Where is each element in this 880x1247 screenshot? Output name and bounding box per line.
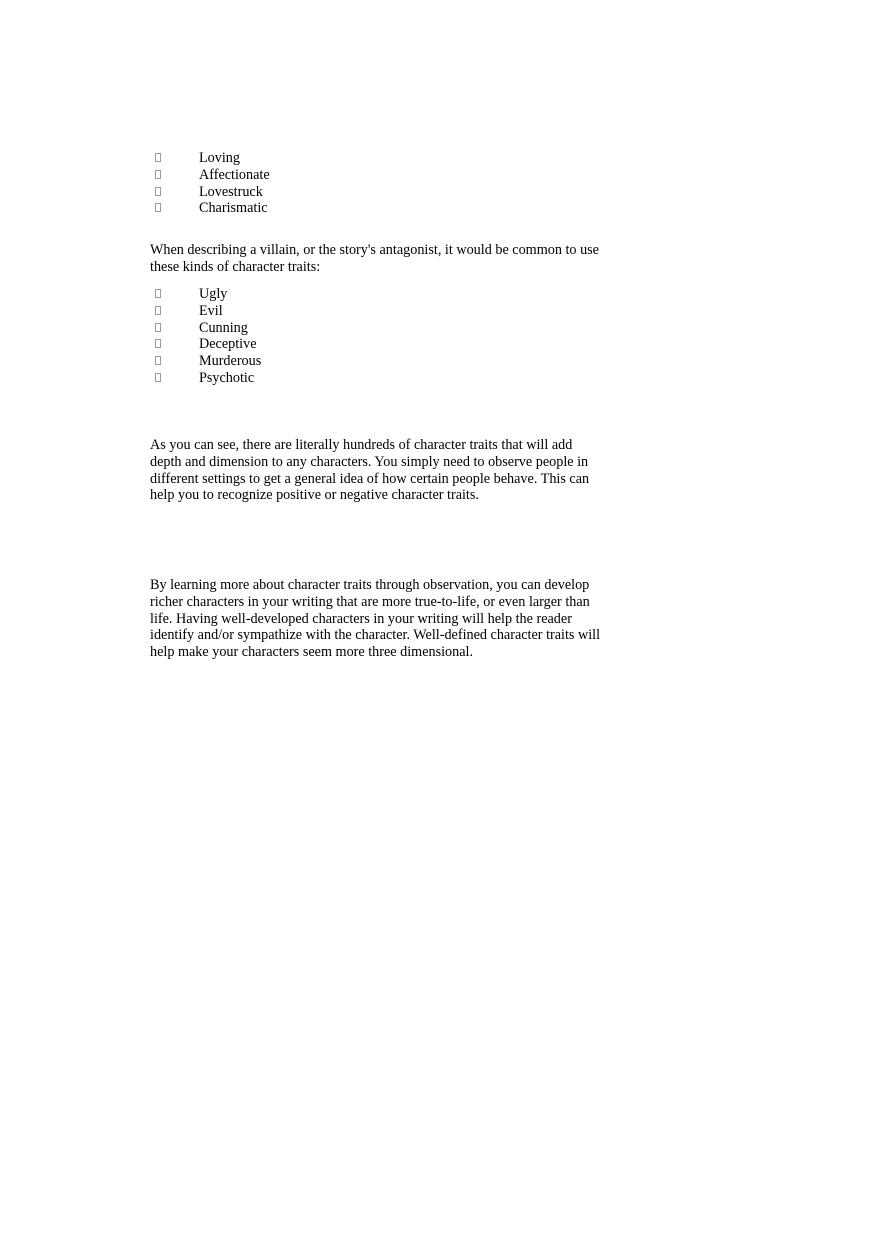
bullet-box-icon [155,306,161,315]
text-line: these kinds of character traits: [150,258,321,275]
trait-label: Lovestruck [199,183,263,200]
text-line: help make your characters seem more three dimensional. [150,644,474,661]
text-line: richer characters in your writing that are more true-to-life, or even larger than [150,593,590,610]
text-line: By learning more about character traits through observation, you can develop [150,577,590,593]
trait-label: Cunning [199,319,248,336]
bullet-box-icon [155,339,161,348]
bullet-box-icon [155,203,161,212]
villain-intro-paragraph [150,242,610,276]
text-line: When describing a villain, or the story's antagonist, it would be common to use [150,242,599,258]
trait-label: Murderous [199,353,262,370]
text-line: As you can see, there are literally hundreds of character traits that will add [150,437,573,453]
conclusion-paragraph [150,577,610,661]
observation-paragraph [150,437,610,504]
bullet-box-icon [155,356,161,365]
bullet-box-icon [155,187,161,196]
text-line: depth and dimension to any characters. You simply need to observe people in [150,453,589,470]
text-line: life. Having well-developed characters in your writing will help the reader [150,610,572,627]
text-line: different settings to get a general idea of how certain people behave. This can [150,470,590,487]
trait-label: Loving [199,150,240,166]
trait-label: Affectionate [199,166,270,183]
bullet-box-icon [155,289,161,298]
bullet-box-icon [155,373,161,382]
trait-label: Deceptive [199,336,257,353]
text-line: help you to recognize positive or negative character traits. [150,487,479,504]
trait-label: Evil [199,302,223,319]
trait-label: Ugly [199,286,228,302]
bullet-box-icon [155,170,161,179]
trait-label: Psychotic [199,369,255,386]
bullet-box-icon [155,323,161,332]
bullet-box-icon [155,153,161,162]
text-line: identify and/or sympathize with the character. Well-defined character traits will [150,627,601,644]
trait-label: Charismatic [199,200,268,217]
